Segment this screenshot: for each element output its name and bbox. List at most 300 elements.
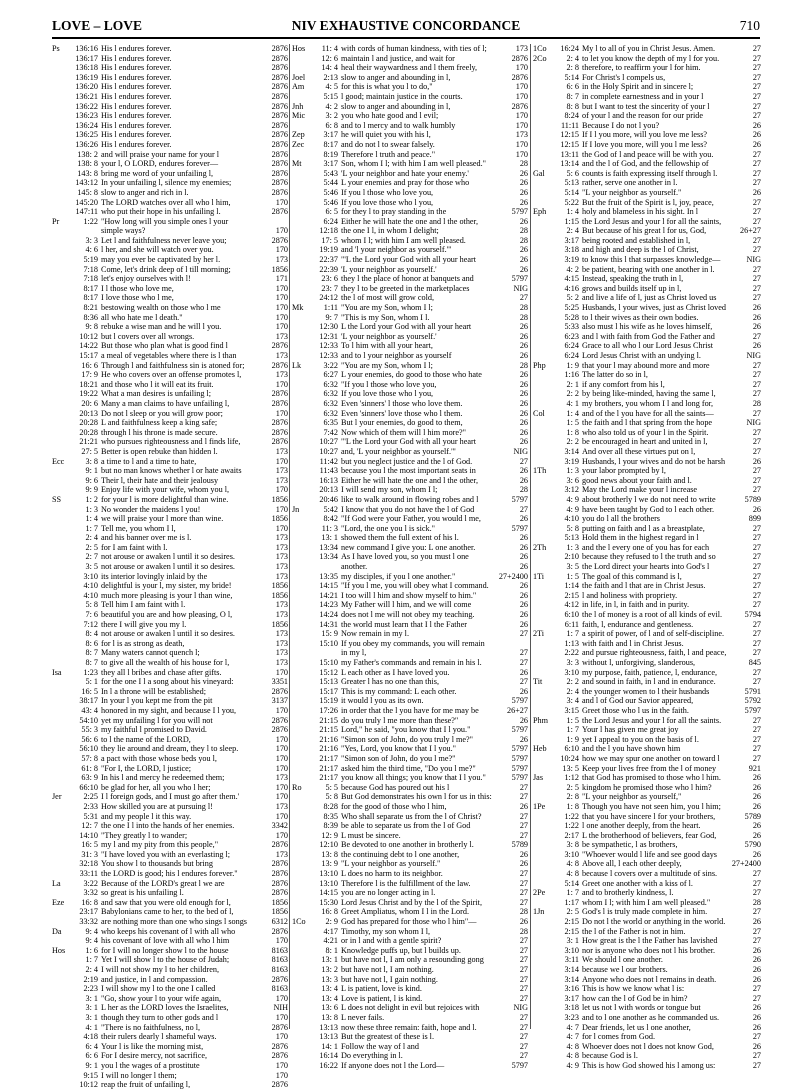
context-line: If anyone does not l the Lord— <box>341 1060 445 1070</box>
strongs-number: 26 <box>519 437 528 447</box>
strongs-number: 173 <box>275 571 288 581</box>
concordance-entry <box>52 284 288 294</box>
strongs-number: 26 <box>519 168 528 178</box>
book-abbrev: 1Co <box>292 917 306 927</box>
context-line: But because of his great l for us, God, <box>582 226 707 236</box>
strongs-number: 170 <box>515 149 528 159</box>
context-line: Now which of them will l him more?" <box>341 427 466 437</box>
strongs-number: 27 <box>752 389 761 399</box>
concordance-entry <box>292 898 528 908</box>
strongs-number: 27 <box>752 197 761 207</box>
context-line: yet I appeal to you on the basis of l. <box>582 734 699 744</box>
context-line: my brothers, you whom I l and long for, <box>582 398 714 408</box>
verse-reference: 2: 4 <box>566 686 579 696</box>
strongs-number: 2876 <box>271 1022 288 1032</box>
concordance-entry <box>292 389 528 399</box>
context-line: that you have sincere l for your brothers, <box>582 811 716 821</box>
concordance-entry <box>292 495 528 505</box>
verse-reference: 5: 8 <box>85 600 98 610</box>
concordance-entry <box>292 150 528 160</box>
verse-reference: 13:13 <box>319 1022 338 1032</box>
strongs-number: 26 <box>519 619 528 629</box>
verse-reference: 5: 8 <box>566 523 579 533</box>
context-line: Because of the LORD's great l we are <box>101 878 225 888</box>
strongs-number: 26 <box>519 610 528 620</box>
strongs-number: 170 <box>275 1060 288 1070</box>
book-abbrev: Pr <box>52 216 60 226</box>
concordance-entry <box>533 869 761 879</box>
concordance-entry <box>292 917 528 927</box>
strongs-number: 26 <box>519 322 528 332</box>
strongs-number: 173 <box>275 446 288 456</box>
verse-reference: 14:24 <box>319 610 338 620</box>
strongs-number: 26 <box>519 581 528 591</box>
concordance-entry <box>52 82 288 92</box>
verse-reference: 4:17 <box>323 926 338 936</box>
context-line: the one I l, in whom I delight; <box>341 226 439 236</box>
concordance-entry <box>292 1032 528 1042</box>
page-number: 710 <box>739 18 760 33</box>
verse-reference: 8: 1 <box>325 945 338 955</box>
verse-reference: 1:12 <box>564 773 579 783</box>
context-line: Follow the way of l and <box>341 1041 419 1051</box>
verse-reference: 9: 7 <box>325 312 338 322</box>
concordance-entry <box>52 418 288 428</box>
context-line: to let you know the depth of my l for you. <box>582 53 720 63</box>
context-line: The goal of this command is l, <box>582 571 682 581</box>
verse-reference: 1: 7 <box>85 955 98 965</box>
verse-reference: 12:30 <box>319 322 338 332</box>
context-line: the one I l into the hands of her enemies. <box>101 821 235 831</box>
context-line: be encouraged in heart and united in l, <box>582 437 708 447</box>
verse-reference: 6:32 <box>323 398 338 408</box>
context-line: But l your enemies, do good to them, <box>341 418 463 428</box>
strongs-number: 27 <box>519 782 528 792</box>
book-abbrev: Tit <box>533 677 543 687</box>
context-line: Be devoted to one another in brotherly l. <box>341 840 474 850</box>
context-line: His l endures forever. <box>101 91 172 101</box>
strongs-number: 27 <box>752 562 761 572</box>
verse-reference: 13:13 <box>319 1032 338 1042</box>
verse-reference: 3:14 <box>564 965 579 974</box>
verse-reference: 3: 4 <box>566 696 579 706</box>
strongs-number: 27 <box>752 111 761 121</box>
book-abbrev: 1Jn <box>533 907 545 917</box>
verse-reference: 2:15 <box>564 926 579 936</box>
strongs-number: 170 <box>515 120 528 130</box>
concordance-entry <box>533 850 761 860</box>
context-line: the l of the Father is not in him. <box>582 926 686 936</box>
context-line: about brotherly l we do not need to write <box>582 494 716 504</box>
concordance-entry <box>533 907 761 917</box>
context-line: "L your neighbor as yourself," <box>582 792 682 802</box>
concordance-entry <box>52 361 288 371</box>
context-line: Enjoy life with your wife, whom you l, <box>101 485 230 495</box>
concordance-entry <box>52 1061 288 1071</box>
verse-reference: 5:15 <box>323 91 338 101</box>
concordance-entry <box>52 303 288 313</box>
concordance-entry <box>52 821 288 831</box>
verse-reference: 20:28 <box>79 427 98 437</box>
verse-reference: 3: 3 <box>566 658 579 667</box>
context-line: my disciples, if you l one another." <box>341 571 456 581</box>
concordance-entry <box>52 773 288 783</box>
verse-reference: 19:22 <box>79 389 98 399</box>
concordance-entry <box>52 207 288 217</box>
strongs-number: 170 <box>275 782 288 792</box>
context-line: the God of l and peace will be with you. <box>582 149 714 159</box>
concordance-entry <box>52 1080 288 1090</box>
strongs-number: 5797 <box>744 705 761 715</box>
strongs-number: 27 <box>752 619 761 629</box>
verse-reference: 3:17 <box>323 130 338 140</box>
verse-reference: 66:10 <box>79 782 98 792</box>
strongs-number: 1856 <box>271 907 288 917</box>
strongs-number: 26 <box>519 801 528 811</box>
concordance-entry <box>292 111 528 121</box>
context-line: be glad for her, all you who l her; <box>101 782 211 792</box>
strongs-number: 27 <box>752 715 761 725</box>
strongs-number: 26 <box>519 917 528 927</box>
context-line: L each other as I have loved you. <box>341 667 450 677</box>
context-line: the LORD is good; his l endures forever." <box>101 869 238 879</box>
verse-reference: 2: 5 <box>85 542 98 552</box>
context-line: that your l may abound more and more <box>582 360 710 370</box>
verse-reference: 13: 4 <box>321 993 338 1003</box>
book-abbrev: Jas <box>533 773 544 783</box>
concordance-entry <box>292 524 528 534</box>
verse-reference: 13:10 <box>319 869 338 879</box>
strongs-number: 27 <box>752 926 761 936</box>
concordance-entry <box>52 495 288 505</box>
concordance-entry <box>533 169 761 179</box>
verse-reference: 2: 4 <box>85 533 98 543</box>
concordance-entry <box>533 888 761 898</box>
concordance-entry <box>533 1061 761 1071</box>
verse-reference: 5:42 <box>323 504 338 514</box>
concordance-entry <box>292 198 528 208</box>
concordance-entry <box>52 428 288 438</box>
verse-reference: 5: 2 <box>566 293 579 303</box>
strongs-number: 5789 <box>744 494 761 504</box>
verse-reference: 1: 3 <box>85 504 98 514</box>
context-line: Do not l sleep or you will grow poor; <box>101 408 223 418</box>
concordance-entry <box>52 812 288 822</box>
strongs-number: 5797 <box>511 744 528 754</box>
context-line: all who hate me l death." <box>101 312 183 322</box>
context-line: My Father will l him, and we will come <box>341 600 472 610</box>
concordance-entry <box>533 927 761 937</box>
strongs-number: 26 <box>519 178 528 188</box>
context-line: in my l, <box>341 648 367 658</box>
verse-reference: 1:16 <box>564 370 579 380</box>
context-line: for I am faint with l. <box>101 542 168 552</box>
context-line: counts is faith expressing itself through l. <box>582 168 718 178</box>
concordance-entry <box>533 274 761 284</box>
verse-reference: 5: 1 <box>85 677 98 687</box>
verse-reference: 7:18 <box>83 264 98 274</box>
strongs-number: 26 <box>519 590 528 600</box>
concordance-entry <box>533 975 761 985</box>
verse-reference: 10:27 <box>319 437 338 447</box>
concordance-entry <box>52 648 288 658</box>
concordance-entry <box>533 917 761 927</box>
strongs-number: 27 <box>752 734 761 744</box>
strongs-number: 2876 <box>271 974 288 984</box>
context-line: the l of most will grow cold, <box>341 293 435 303</box>
verse-reference: 5:31 <box>83 811 98 821</box>
context-line: Anyone who does not l remains in death. <box>582 974 717 984</box>
verse-reference: 4: 8 <box>566 1041 579 1051</box>
concordance-entry <box>533 994 761 1004</box>
strongs-number: 2876 <box>271 1051 288 1061</box>
verse-reference: 5:46 <box>323 187 338 197</box>
concordance-entry <box>533 293 761 303</box>
verse-reference: 13: 2 <box>321 965 338 974</box>
context-line: for l comes from God. <box>582 1032 655 1042</box>
strongs-number: 2876 <box>271 44 288 53</box>
strongs-number: 170 <box>275 245 288 255</box>
context-line: "Yes, Lord, you know that I l you." <box>341 744 457 754</box>
verse-reference: 8: 6 <box>85 638 98 648</box>
concordance-entry <box>52 380 288 390</box>
verse-reference: 5:43 <box>323 168 338 178</box>
concordance-entry <box>533 572 761 582</box>
book-abbrev: Php <box>533 360 546 370</box>
strongs-number: 26+27 <box>507 705 528 715</box>
strongs-number: 27 <box>519 658 528 667</box>
context-line: by being like-minded, having the same l, <box>582 389 716 399</box>
concordance-entry <box>52 437 288 447</box>
concordance-entry <box>292 725 528 735</box>
strongs-number: 173 <box>275 466 288 476</box>
verse-reference: 20:13 <box>79 408 98 418</box>
strongs-number: 26 <box>752 139 761 149</box>
strongs-number: 170 <box>515 91 528 101</box>
verse-reference: 6:24 <box>564 341 579 351</box>
context-line: reap the fruit of unfailing l, <box>101 1080 191 1090</box>
book-abbrev: Am <box>292 82 305 92</box>
strongs-number: 170 <box>275 1070 288 1080</box>
strongs-number: 173 <box>275 648 288 658</box>
verse-reference: 15:10 <box>319 658 338 667</box>
strongs-number: 26 <box>752 792 761 802</box>
concordance-entry <box>533 735 761 745</box>
verse-reference: 3: 5 <box>566 562 579 572</box>
context-line: my l and my pity from this people," <box>101 840 219 850</box>
verse-reference: 18:21 <box>79 379 98 389</box>
context-line: His l endures forever. <box>101 44 172 53</box>
concordance-entry <box>292 812 528 822</box>
strongs-number: 2876 <box>271 101 288 111</box>
context-line: for l is as strong as death, <box>101 638 185 648</box>
strongs-number: 27 <box>519 629 528 639</box>
concordance-entry <box>533 73 761 83</box>
concordance-entry <box>292 332 528 342</box>
verse-reference: 138: 8 <box>77 159 98 169</box>
strongs-number: 2876 <box>271 149 288 159</box>
concordance-entry <box>292 907 528 917</box>
verse-reference: 22:39 <box>319 264 338 274</box>
verse-reference: 4: 2 <box>566 264 579 274</box>
context-line: For Christ's l compels us, <box>582 72 666 82</box>
context-line: beautiful you are and how pleasing, O l, <box>101 610 233 620</box>
verse-reference: 3:18 <box>564 245 579 255</box>
strongs-number: 921 <box>748 763 761 773</box>
verse-reference: 2:15 <box>564 917 579 927</box>
strongs-number: 27 <box>519 984 528 994</box>
strongs-number: 27 <box>752 638 761 648</box>
verse-reference: 2: 5 <box>566 907 579 917</box>
context-line: If you obey my commands, you will remain <box>341 638 485 648</box>
verse-reference: 4:10 <box>564 514 579 524</box>
verse-reference: 1: 2 <box>85 494 98 504</box>
concordance-entry <box>292 572 528 582</box>
context-line: Son, whom I l; with him I am well pleased." <box>341 159 487 169</box>
verse-reference: 20:46 <box>319 494 338 504</box>
verse-reference: 3: 1 <box>85 1012 98 1022</box>
verse-reference: 6: 8 <box>325 120 338 130</box>
strongs-number: 2876 <box>271 389 288 399</box>
strongs-number: 27 <box>752 274 761 284</box>
book-abbrev: Isa <box>52 667 62 677</box>
strongs-number: 173 <box>275 600 288 610</box>
verse-reference: 7:12 <box>83 619 98 629</box>
strongs-number: 1856 <box>271 619 288 629</box>
context-line: L does no harm to its neighbor. <box>341 869 443 879</box>
strongs-number: 27+2400 <box>498 571 528 581</box>
verse-reference: 14: 1 <box>321 1041 338 1051</box>
verse-reference: 136:24 <box>75 120 98 130</box>
book-abbrev: Eph <box>533 207 547 217</box>
concordance-entry <box>52 198 288 208</box>
verse-reference: 8:17 <box>323 139 338 149</box>
context-line: and will praise your name for your l <box>101 149 220 159</box>
strongs-number: 27 <box>752 331 761 341</box>
strongs-number: 26 <box>519 370 528 380</box>
strongs-number: NIG <box>513 1003 528 1013</box>
concordance-entry <box>52 639 288 649</box>
strongs-number: 26 <box>519 466 528 476</box>
context-line: Keep your lives free from the l of money <box>582 763 717 773</box>
verse-reference: 6: 5 <box>325 207 338 217</box>
context-line: If I l you more, will you love me less? <box>582 130 708 140</box>
context-line: you who hate good and l evil; <box>341 111 439 121</box>
strongs-number: 26 <box>752 120 761 130</box>
context-line: does not l me will not obey my teaching. <box>341 610 475 620</box>
context-line: who keeps his covenant of l with all who <box>101 926 236 936</box>
strongs-number: 27 <box>752 235 761 245</box>
concordance-entry <box>292 600 528 610</box>
concordance-entry <box>52 322 288 332</box>
strongs-number: 170 <box>515 63 528 73</box>
strongs-number: 27 <box>752 600 761 610</box>
context-line: the Lord direct your hearts into God's l <box>582 562 710 572</box>
strongs-number: 27 <box>752 44 761 53</box>
context-line: and to l one another as he commanded us. <box>582 1012 720 1022</box>
verse-reference: 3:17 <box>564 235 579 245</box>
verse-reference: 136:26 <box>75 139 98 149</box>
concordance-entry <box>52 274 288 284</box>
verse-reference: 7:18 <box>83 274 98 284</box>
strongs-number: 27 <box>519 1041 528 1051</box>
verse-reference: 4: 6 <box>85 245 98 255</box>
running-head-center: NIV EXHAUSTIVE CONCORDANCE <box>291 18 521 33</box>
context-line: so great is his unfailing l. <box>101 888 184 898</box>
book-abbrev: Mt <box>292 159 302 169</box>
context-line: In your unfailing l, silence my enemies; <box>101 178 232 188</box>
context-line: Many waters cannot quench l; <box>101 648 200 658</box>
verse-reference: 1: 5 <box>566 571 579 581</box>
verse-reference: 147:11 <box>75 207 98 217</box>
strongs-number: 27 <box>519 897 528 907</box>
verse-reference: 4: 1 <box>85 1022 98 1032</box>
concordance-entry <box>292 63 528 73</box>
verse-reference: 8: 4 <box>85 629 98 639</box>
verse-reference: 4: 8 <box>566 869 579 879</box>
verse-reference: 8:17 <box>83 283 98 293</box>
context-line: but you neglect justice and the l of God. <box>341 456 473 466</box>
verse-reference: 2:22 <box>564 648 579 658</box>
strongs-number: 27 <box>752 869 761 879</box>
concordance-entry <box>292 351 528 361</box>
verse-reference: 4: 2 <box>325 101 338 111</box>
strongs-number: 26+27 <box>740 226 761 236</box>
verse-reference: 21:15 <box>319 725 338 735</box>
concordance-entry <box>533 418 761 428</box>
context-line: for your l is more delightful than wine. <box>101 494 229 504</box>
context-line: No wonder the maidens l you! <box>101 504 201 514</box>
concordance-entry <box>533 581 761 591</box>
verse-reference: 1: 9 <box>566 734 579 744</box>
strongs-number: 27 <box>752 360 761 370</box>
concordance-entry <box>52 869 288 879</box>
strongs-number: 2876 <box>271 341 288 351</box>
context-line: to l the name of the LORD, <box>101 734 191 744</box>
strongs-number: 170 <box>275 226 288 236</box>
verse-reference: 21:17 <box>319 763 338 773</box>
strongs-number: 27 <box>752 1032 761 1042</box>
strongs-number: 5797 <box>511 763 528 773</box>
context-line: I l those who love me, <box>101 283 174 293</box>
verse-reference: 9: 4 <box>85 926 98 936</box>
concordance-entry <box>292 850 528 860</box>
strongs-number: 26 <box>752 187 761 197</box>
strongs-number: 170 <box>275 485 288 495</box>
concordance-entry <box>533 840 761 850</box>
context-line: let us not l with words or tongue but <box>582 1003 701 1013</box>
verse-reference: 3: 1 <box>566 936 579 946</box>
concordance-entry <box>292 399 528 409</box>
verse-reference: 136:22 <box>75 101 98 111</box>
verse-reference: 20:13 <box>319 485 338 495</box>
concordance-entry <box>533 284 761 294</box>
verse-reference: 8:19 <box>323 149 338 159</box>
verse-reference: 2:33 <box>83 801 98 811</box>
verse-reference: 2: 4 <box>566 226 579 236</box>
concordance-entry <box>292 245 528 255</box>
strongs-number: 170 <box>275 1012 288 1022</box>
strongs-number: 5789 <box>744 811 761 821</box>
verse-reference: 63: 9 <box>81 773 98 783</box>
context-line: of your l and the reason for our pride <box>582 111 703 121</box>
strongs-number: 27 <box>519 648 528 658</box>
context-line: In l a throne will be established; <box>101 686 207 696</box>
verse-reference: 12:18 <box>319 226 338 236</box>
concordance-entry <box>292 255 528 265</box>
context-line: His l endures forever. <box>101 72 172 82</box>
verse-reference: 2:15 <box>564 590 579 600</box>
